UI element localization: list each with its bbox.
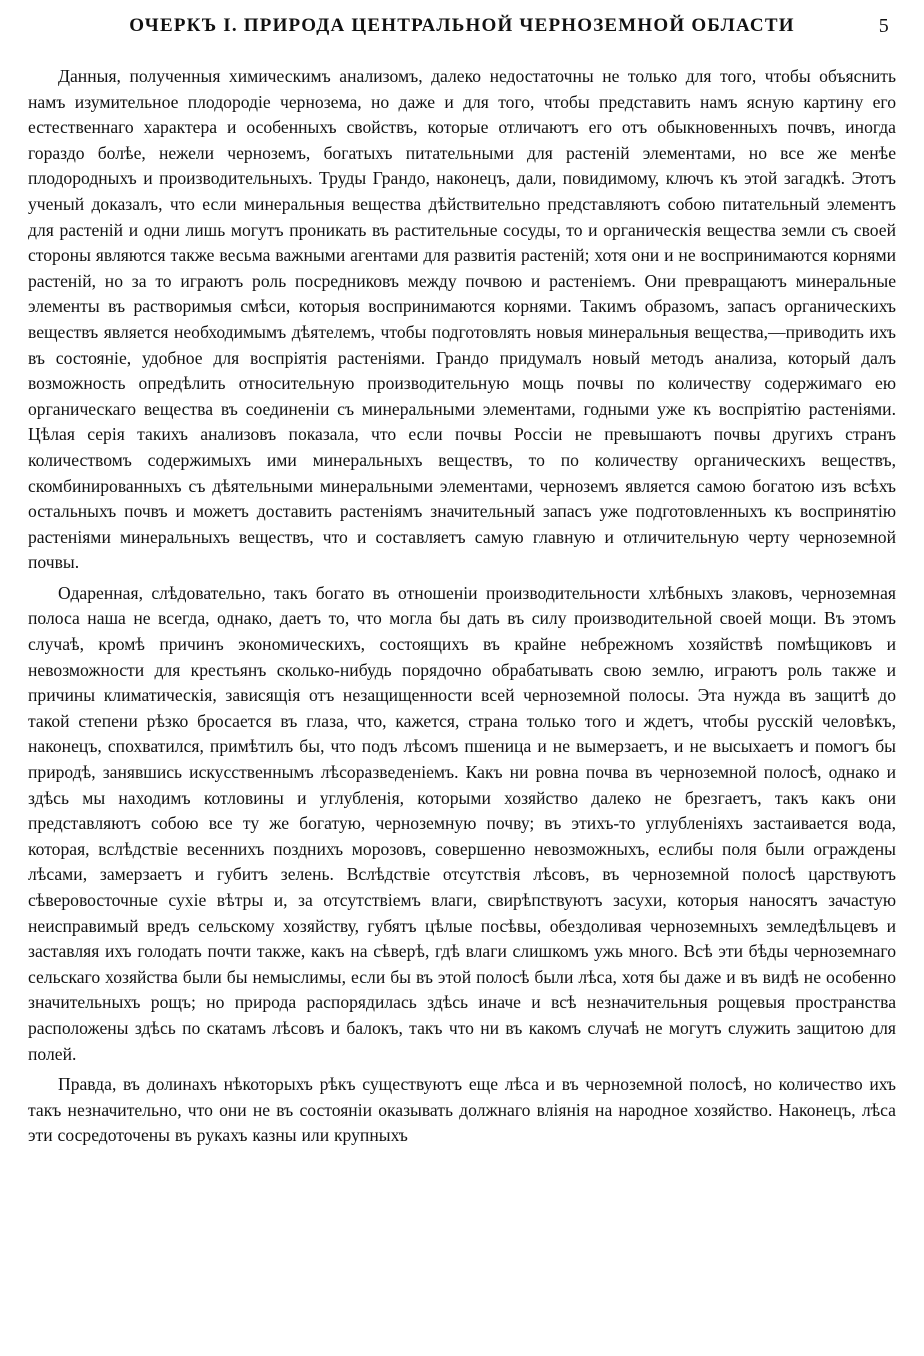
paragraph-1: Данныя, полученныя химическимъ анализомъ, далеко недостаточны не только для того, чтобы объяснить намъ изумительное плодородіе чернозема, но даже и для того, чтобы представить намъ ясную картину его естественнаго характера и особенныхъ свойствъ, которые отличаютъ его отъ обыкновенныхъ почвъ, иногда гораздо болѣе, нежели черноземъ, богатыхъ питательными для растеній элементами, но все же менѣе плодородныхъ и производительныхъ. Труды Грандо, наконецъ, дали, повидимому, ключъ къ этой загадкѣ. Этотъ ученый доказалъ, что если минеральныя вещества дѣйствительно представляютъ собою питательный элементъ для растеній и одни лишь могутъ проникать въ растительные сосуды, то и органическія вещества земли съ своей стороны являются также весьма важными агентами для развитія растеній; хотя они и не воспринимаются корнями растеній, но за то играютъ роль посредниковъ между почвою и растеніемъ. Они превращаютъ минеральные элементы въ растворимыя смѣси, которыя воспринимаются корнями. Такимъ образомъ, запасъ органическихъ веществъ является необходимымъ дѣятелемъ, чтобы подготовлять новыя минеральныя вещества,—приводить ихъ въ состояніе, удобное для воспріятія растеніями. Грандо придумалъ новый методъ анализа, который далъ возможность опредѣлить относительную производительную мощь почвы по количеству содержимаго ею органическаго вещества въ соединеніи съ минеральными элементами, годными уже къ воспріятію растеніями. Цѣлая серія такихъ анализовъ показала, что если почвы Россіи не превышаютъ почвы другихъ странъ количествомъ содержимыхъ ими минеральныхъ веществъ, то по количеству органическихъ веществъ, скомбинированныхъ съ дѣятельными минеральными элементами, черноземъ является самою богатою изъ всѣхъ остальныхъ почвъ и можетъ доставить растеніямъ значительный запасъ уже подготовленныхъ къ воспринятію растеніями минеральныхъ веществъ, что и составляетъ самую главную и отличительную черту черноземной почвы. (28, 66, 896, 573)
page-number: 5 (878, 15, 890, 37)
paragraph-3: Правда, въ долинахъ нѣкоторыхъ рѣкъ существуютъ еще лѣса и въ черноземной полосѣ, но количество ихъ такъ незначительно, что они не въ состояніи оказывать должнаго вліянія на народное хозяйство. Наконецъ, лѣса эти сосредоточены въ рукахъ казны или крупныхъ (28, 1074, 896, 1146)
running-head (28, 10, 896, 42)
paragraph-2: Одаренная, слѣдовательно, такъ богато въ отношеніи производительности хлѣбныхъ злаковъ, черноземная полоса наша не всегда, однако, даетъ то, что могла бы дать въ силу производительной своей мощи. Въ этомъ случаѣ, кромѣ причинъ экономическихъ, состоящихъ въ крайне небрежномъ хозяйствѣ помѣщиковъ и невозможности для крестьянъ сколько-нибудь порядочно обрабатывать свою землю, играютъ роль также и причины климатическія, зависящія отъ незащищенности всей черноземной полосы. Эта нужда въ защитѣ до такой степени рѣзко бросается въ глаза, что, кажется, страна только того и ждетъ, чтобы русскій человѣкъ, наконецъ, спохватился, примѣтилъ бы, что подъ лѣсомъ пшеница и не вымерзаетъ, и не высыхаетъ и помогъ бы природѣ, занявшись искусственнымъ лѣсоразведеніемъ. Какъ ни ровна почва въ черноземной полосѣ, однако и здѣсь мы находимъ котловины и углубленія, которыми хозяйство далеко не брезгаетъ, такъ какъ они представляютъ собою все ту же богатую, черноземную почву; въ этихъ-то углубленіяхъ застаивается вода, которая, вслѣдствіе весеннихъ позднихъ морозовъ, совершенно невозможныхъ, еслибы поля были ограждены лѣсами, замерзаетъ и губитъ зелень. Вслѣдствіе отсутствія лѣсовъ, въ черноземной полосѣ царствуютъ сѣверовосточные сухіе вѣтры и, за отсутствіемъ влаги, свирѣпствуютъ засухи, которыя наносятъ зачастую неисправимый вредъ сельскому хозяйству, губятъ цѣлые посѣвы, обездоливая черноземныхъ земледѣльцевъ и заставляя ихъ голодать почти также, какъ на сѣверѣ, гдѣ влаги слишкомъ ужь много. Всѣ эти бѣды черноземнаго сельскаго хозяйства были бы немыслимы, если бы въ этой полосѣ были лѣса, хотя бы даже и въ видѣ не особенно значительныхъ рощъ; но природа распорядилась здѣсь иначе и всѣ незначительныя рощевыя пространства расположены здѣсь по скатамъ лѣсовъ и балокъ, такъ что ни въ какомъ случаѣ не могутъ служить защитою для полей. (28, 582, 896, 1064)
chapter-title: ОЧЕРКЪ I. ПРИРОДА ЦЕНТРАЛЬНОЙ ЧЕРНОЗЕМНОЙ ОБЛАСТИ (129, 15, 795, 36)
body-text (28, 64, 896, 1149)
